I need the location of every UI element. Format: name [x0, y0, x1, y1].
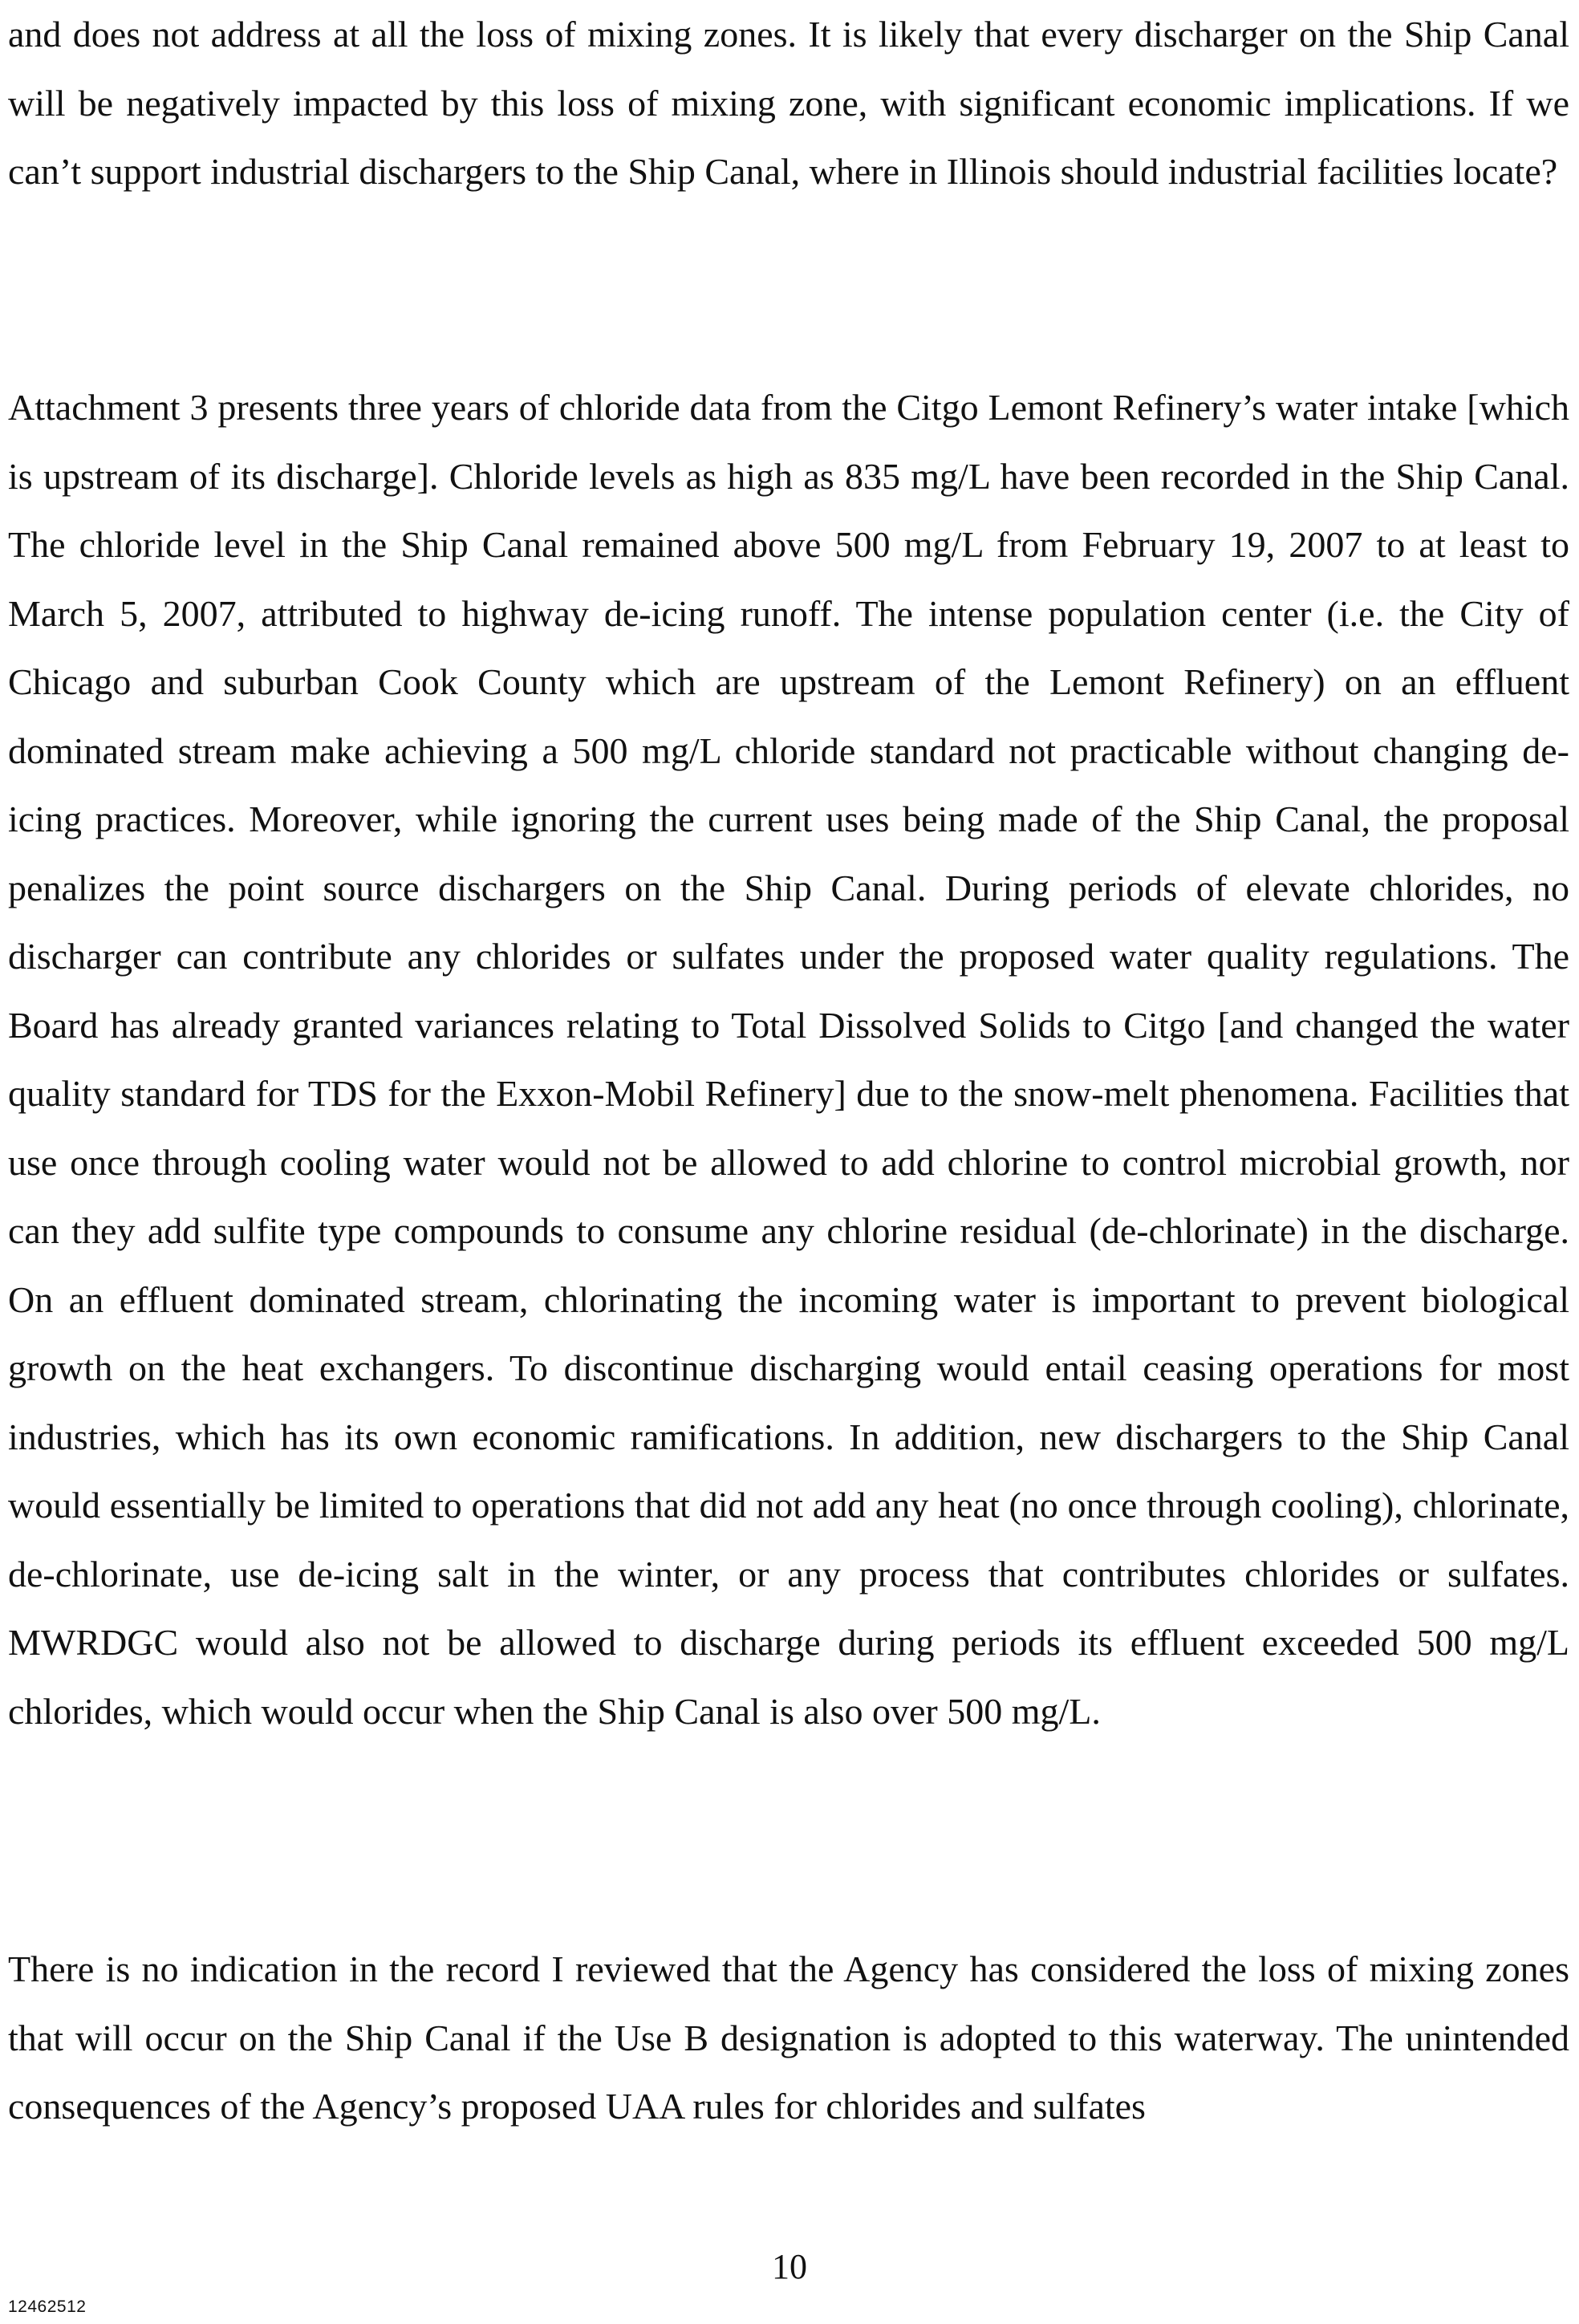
paragraph-chloride-data: Attachment 3 presents three years of chloride data from the Citgo Lemont Refinery’s water intake [which is upstream of its discharge]. Chloride levels as high as 835 mg/L have been recorded in the Ship Canal. The chloride level in the Ship Canal remained above 500 mg/L from February 19, 2007 to at least to March 5, 2007, attributed to highway de-icing runoff. The intense population center (i.e. the City of Chicago and suburban Cook County which are upstream of the Lemont Refinery) on an effluent dominated stream make achieving a 500 mg/L chloride standard not practicable without changing de-icing practices. Moreover, while ignoring the current uses being made of the Ship Canal, the proposal penalizes the point source dischargers on the Ship Canal. During periods of elevate chlorides, no discharger can contribute any chlorides or sulfates under the proposed water quality regulations. The Board has already granted variances relating to Total Dissolved Solids to Citgo [and changed the water quality standard for TDS for the Exxon-Mobil Refinery] due to the snow-melt phenomena. Facilities that use once through cooling water would not be allowed to add chlorine to control microbial growth, nor can they add sulfite type compounds to consume any chlorine residual (de-chlorinate) in the discharge. On an effluent dominated stream, chlorinating the incoming water is important to prevent biological growth on the heat exchangers. To discontinue discharging would entail ceasing operations for most industries, which has its own economic ramifications. In addition, new dischargers to the Ship Canal would essentially be limited to operations that did not add any heat (no once through cooling), chlorinate, de-chlorinate, use de-icing salt in the winter, or any process that contributes chlorides or sulfates. MWRDGC would also not be allowed to discharge during periods its effluent exceeded 500 mg/L chlorides, which would occur when the Ship Canal is also over 500 mg/L. — [8, 387, 1569, 1732]
paragraph-mixing-zones: and does not address at all the loss of mixing zones. It is likely that every discharger on the Ship Canal will be negatively impacted by this loss of mixing zone, with significant economic implications. If we can’t support industrial dischargers to the Ship Canal, where in Illinois should industrial facilities locate? — [8, 14, 1569, 192]
paragraph-agency-record: There is no indication in the record I reviewed that the Agency has considered the loss of mixing zones that will occur on the Ship Canal if the Use B designation is adopted to this waterway. The unintended consequences of the Agency’s proposed UAA rules for chlorides and sulfates — [8, 1948, 1569, 2127]
document-id: 12462512 — [8, 2298, 87, 2316]
page-number: 10 — [772, 2247, 807, 2286]
